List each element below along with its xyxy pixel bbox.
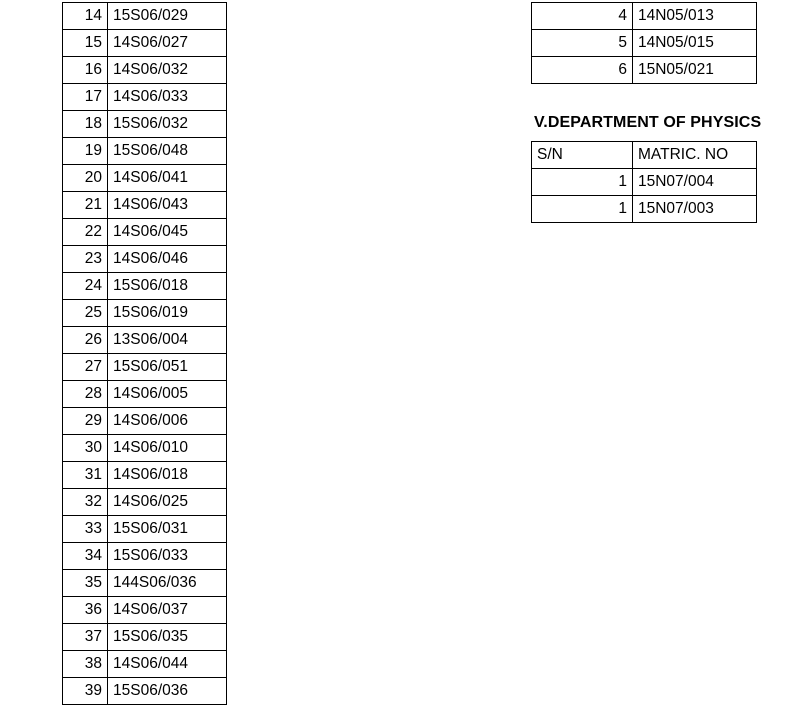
- row-matric: 15S06/033: [108, 543, 227, 570]
- row-matric: 15S06/031: [108, 516, 227, 543]
- row-matric: 15S06/036: [108, 678, 227, 705]
- table-row: [63, 408, 227, 435]
- row-sn: 27: [63, 354, 108, 381]
- table-row: [63, 381, 227, 408]
- table-row: [63, 570, 227, 597]
- row-sn: 35: [63, 570, 108, 597]
- row-matric: 14S06/033: [108, 84, 227, 111]
- table-row: [532, 30, 757, 57]
- table-row: [63, 597, 227, 624]
- right-continuation-table-body: [532, 3, 757, 84]
- row-sn: 22: [63, 219, 108, 246]
- table-row: [63, 516, 227, 543]
- row-matric: 14S06/037: [108, 597, 227, 624]
- row-sn: 1: [532, 169, 633, 196]
- row-matric: 15S06/035: [108, 624, 227, 651]
- table-row: [63, 138, 227, 165]
- row-sn: 28: [63, 381, 108, 408]
- row-sn: 15: [63, 30, 108, 57]
- left-student-table: [62, 2, 227, 705]
- row-sn: 24: [63, 273, 108, 300]
- row-sn: 6: [532, 57, 633, 84]
- row-matric: 15S06/032: [108, 111, 227, 138]
- table-row: [63, 678, 227, 705]
- row-matric: 14S06/025: [108, 489, 227, 516]
- row-sn: 25: [63, 300, 108, 327]
- table-row: [63, 219, 227, 246]
- row-sn: 38: [63, 651, 108, 678]
- row-matric: 15N05/021: [633, 57, 757, 84]
- table-row: [532, 3, 757, 30]
- table-row: [63, 435, 227, 462]
- table-row: [63, 462, 227, 489]
- row-sn: 39: [63, 678, 108, 705]
- row-matric: 14S06/045: [108, 219, 227, 246]
- table-row: [63, 624, 227, 651]
- physics-table-body: [532, 142, 757, 223]
- table-row: [63, 111, 227, 138]
- row-matric: 144S06/036: [108, 570, 227, 597]
- row-sn: 31: [63, 462, 108, 489]
- table-row: [63, 192, 227, 219]
- row-matric: 14S06/046: [108, 246, 227, 273]
- left-student-table-body: [63, 3, 227, 705]
- right-continuation-table: [531, 2, 757, 84]
- row-sn: 37: [63, 624, 108, 651]
- row-sn: 18: [63, 111, 108, 138]
- table-row: [63, 273, 227, 300]
- row-matric: 15N07/004: [633, 169, 757, 196]
- table-row: [63, 327, 227, 354]
- physics-table: [531, 141, 757, 223]
- table-row: [532, 196, 757, 223]
- table-header-row: [532, 142, 757, 169]
- left-student-table-container: [62, 2, 227, 705]
- row-matric: 15N07/003: [633, 196, 757, 223]
- table-row: [63, 651, 227, 678]
- row-sn: 32: [63, 489, 108, 516]
- row-matric: 14S06/018: [108, 462, 227, 489]
- row-sn: 16: [63, 57, 108, 84]
- row-matric: 13S06/004: [108, 327, 227, 354]
- row-sn: 23: [63, 246, 108, 273]
- row-sn: 17: [63, 84, 108, 111]
- table-row: [532, 169, 757, 196]
- right-continuation-table-container: [531, 2, 757, 84]
- row-matric: 14N05/013: [633, 3, 757, 30]
- row-matric: 14S06/043: [108, 192, 227, 219]
- row-matric: 15S06/051: [108, 354, 227, 381]
- row-matric: 14S06/006: [108, 408, 227, 435]
- row-sn: 34: [63, 543, 108, 570]
- row-sn: 14: [63, 3, 108, 30]
- table-row: [63, 354, 227, 381]
- table-row: [63, 3, 227, 30]
- row-matric: 15S06/019: [108, 300, 227, 327]
- row-matric: 14S06/041: [108, 165, 227, 192]
- row-sn: 33: [63, 516, 108, 543]
- physics-table-container: [531, 141, 757, 223]
- row-matric: 15S06/029: [108, 3, 227, 30]
- physics-section-heading: V.DEPARTMENT OF PHYSICS: [534, 114, 762, 131]
- table-row: [63, 84, 227, 111]
- table-row: [63, 543, 227, 570]
- row-matric: 15S06/018: [108, 273, 227, 300]
- row-sn: 30: [63, 435, 108, 462]
- row-sn: 20: [63, 165, 108, 192]
- column-header-sn: S/N: [532, 142, 633, 169]
- row-sn: 26: [63, 327, 108, 354]
- row-matric: 14S06/044: [108, 651, 227, 678]
- row-sn: 29: [63, 408, 108, 435]
- table-row: [63, 30, 227, 57]
- row-matric: 14S06/005: [108, 381, 227, 408]
- row-sn: 19: [63, 138, 108, 165]
- table-row: [63, 165, 227, 192]
- table-row: [63, 489, 227, 516]
- row-matric: 14S06/032: [108, 57, 227, 84]
- row-sn: 21: [63, 192, 108, 219]
- row-matric: 15S06/048: [108, 138, 227, 165]
- row-matric: 14S06/010: [108, 435, 227, 462]
- column-header-matric: MATRIC. NO: [633, 142, 757, 169]
- table-row: [63, 57, 227, 84]
- table-row: [532, 57, 757, 84]
- table-row: [63, 246, 227, 273]
- row-sn: 5: [532, 30, 633, 57]
- row-sn: 1: [532, 196, 633, 223]
- row-matric: 14S06/027: [108, 30, 227, 57]
- row-matric: 14N05/015: [633, 30, 757, 57]
- row-sn: 4: [532, 3, 633, 30]
- row-sn: 36: [63, 597, 108, 624]
- table-row: [63, 300, 227, 327]
